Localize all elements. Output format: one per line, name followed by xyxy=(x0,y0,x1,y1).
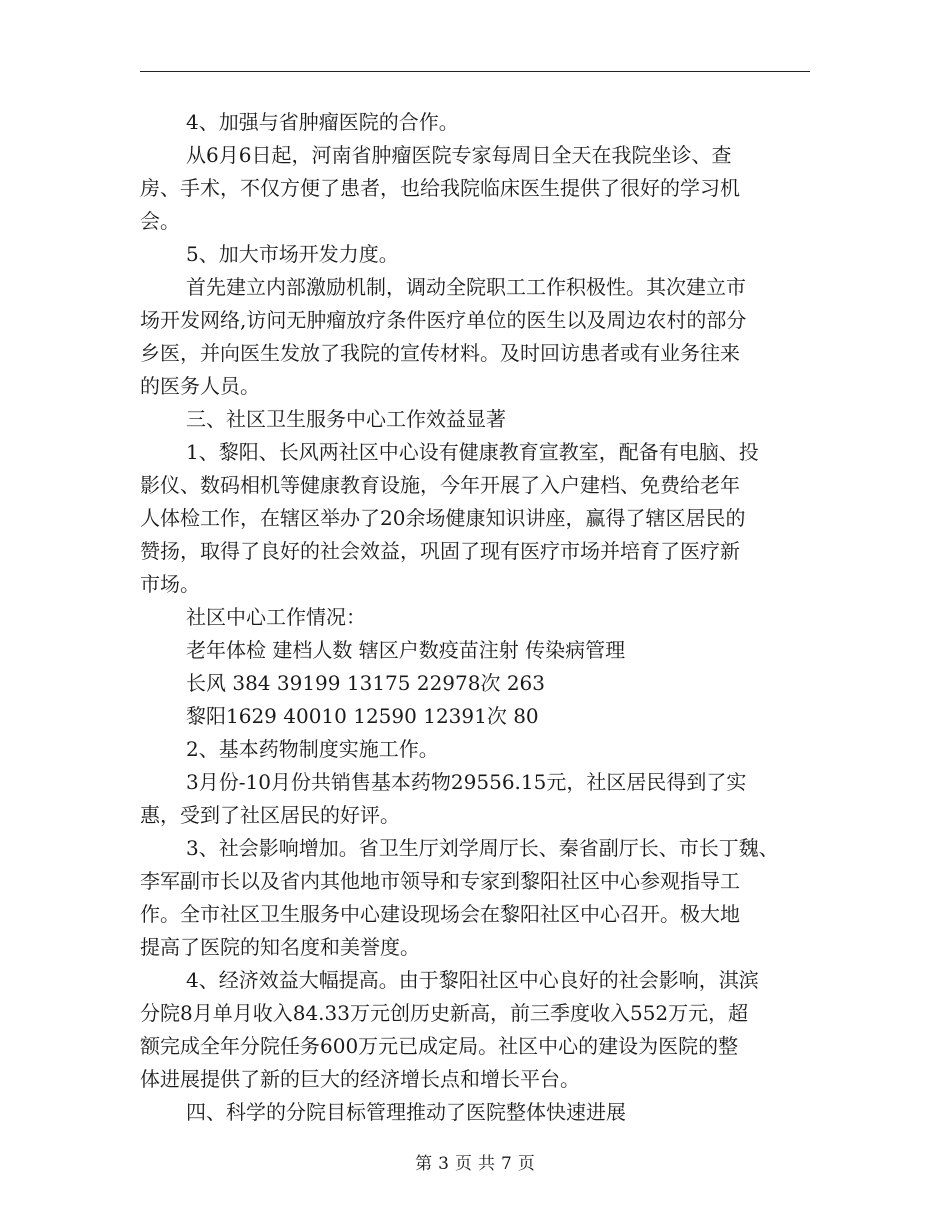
text-line: 影仪、数码相机等健康教育设施，今年开展了入户建档、免费给老年 xyxy=(140,473,740,497)
text-line: 4、经济效益大幅提高。由于黎阳社区中心良好的社会影响，淇滨 xyxy=(186,968,759,992)
text-line: 赞扬，取得了良好的社会效益，巩固了现有医疗市场并培育了医疗新 xyxy=(140,539,740,563)
text-line: 首先建立内部激励机制，调动全院职工工作积极性。其次建立市 xyxy=(186,275,746,299)
footer-total-word: 共 xyxy=(478,1154,495,1174)
footer-total-pages: 7 xyxy=(501,1154,512,1174)
text-line: 1、黎阳、长风两社区中心设有健康教育宣教室，配备有电脑、投 xyxy=(186,440,759,464)
text-line: 老年体检 建档人数 辖区户数疫苗注射 传染病管理 xyxy=(186,638,626,662)
header-rule xyxy=(140,71,810,72)
text-line: 李军副市长以及省内其他地市领导和专家到黎阳社区中心参观指导工 xyxy=(140,869,740,893)
text-line: 体进展提供了新的巨大的经济增长点和增长平台。 xyxy=(140,1067,580,1091)
text-line: 市场。 xyxy=(140,572,200,596)
text-line: 会。 xyxy=(140,209,180,233)
text-line: 黎阳1629 40010 12590 12391次 80 xyxy=(186,704,539,728)
footer-page-word: 页 xyxy=(455,1154,472,1174)
text-line: 5、加大市场开发力度。 xyxy=(186,242,399,266)
text-line: 额完成全年分院任务600万元已成定局。社区中心的建设为医院的整 xyxy=(140,1034,739,1058)
footer-prefix: 第 xyxy=(415,1154,433,1174)
text-line: 分院8月单月收入84.33万元创历史新高，前三季度收入552万元，超 xyxy=(140,1001,749,1025)
text-line: 的医务人员。 xyxy=(140,374,260,398)
text-line: 乡医，并向医生发放了我院的宣传材料。及时回访患者或有业务往来 xyxy=(140,341,740,365)
page-footer xyxy=(0,1152,950,1176)
footer-current-page: 3 xyxy=(438,1154,449,1174)
text-line: 房、手术，不仅方便了患者，也给我院临床医生提供了很好的学习机 xyxy=(140,176,740,200)
text-line: 人体检工作，在辖区举办了20余场健康知识讲座，赢得了辖区居民的 xyxy=(140,506,746,530)
text-line: 3、社会影响增加。省卫生厅刘学周厅长、秦省副厅长、市长丁魏、 xyxy=(186,836,779,860)
text-line: 作。全市社区卫生服务中心建设现场会在黎阳社区中心召开。极大地 xyxy=(140,902,740,926)
text-line: 提高了医院的知名度和美誉度。 xyxy=(140,935,420,959)
text-line: 4、加强与省肿瘤医院的合作。 xyxy=(186,110,459,134)
text-line: 3月份-10月份共销售基本药物29556.15元，社区居民得到了实 xyxy=(186,770,747,794)
text-line: 从6月6日起，河南省肿瘤医院专家每周日全天在我院坐诊、查 xyxy=(186,143,732,167)
text-line: 惠，受到了社区居民的好评。 xyxy=(140,803,400,827)
document-body xyxy=(140,106,820,1129)
text-line: 四、科学的分院目标管理推动了医院整体快速进展 xyxy=(186,1100,626,1124)
text-line: 场开发网络,访问无肿瘤放疗条件医疗单位的医生以及周边农村的部分 xyxy=(140,308,747,332)
text-line: 2、基本药物制度实施工作。 xyxy=(186,737,439,761)
text-line: 三、社区卫生服务中心工作效益显著 xyxy=(186,407,506,431)
text-line: 长风 384 39199 13175 22978次 263 xyxy=(186,671,546,695)
footer-suffix: 页 xyxy=(517,1154,535,1174)
text-line: 社区中心工作情况： xyxy=(186,605,366,629)
